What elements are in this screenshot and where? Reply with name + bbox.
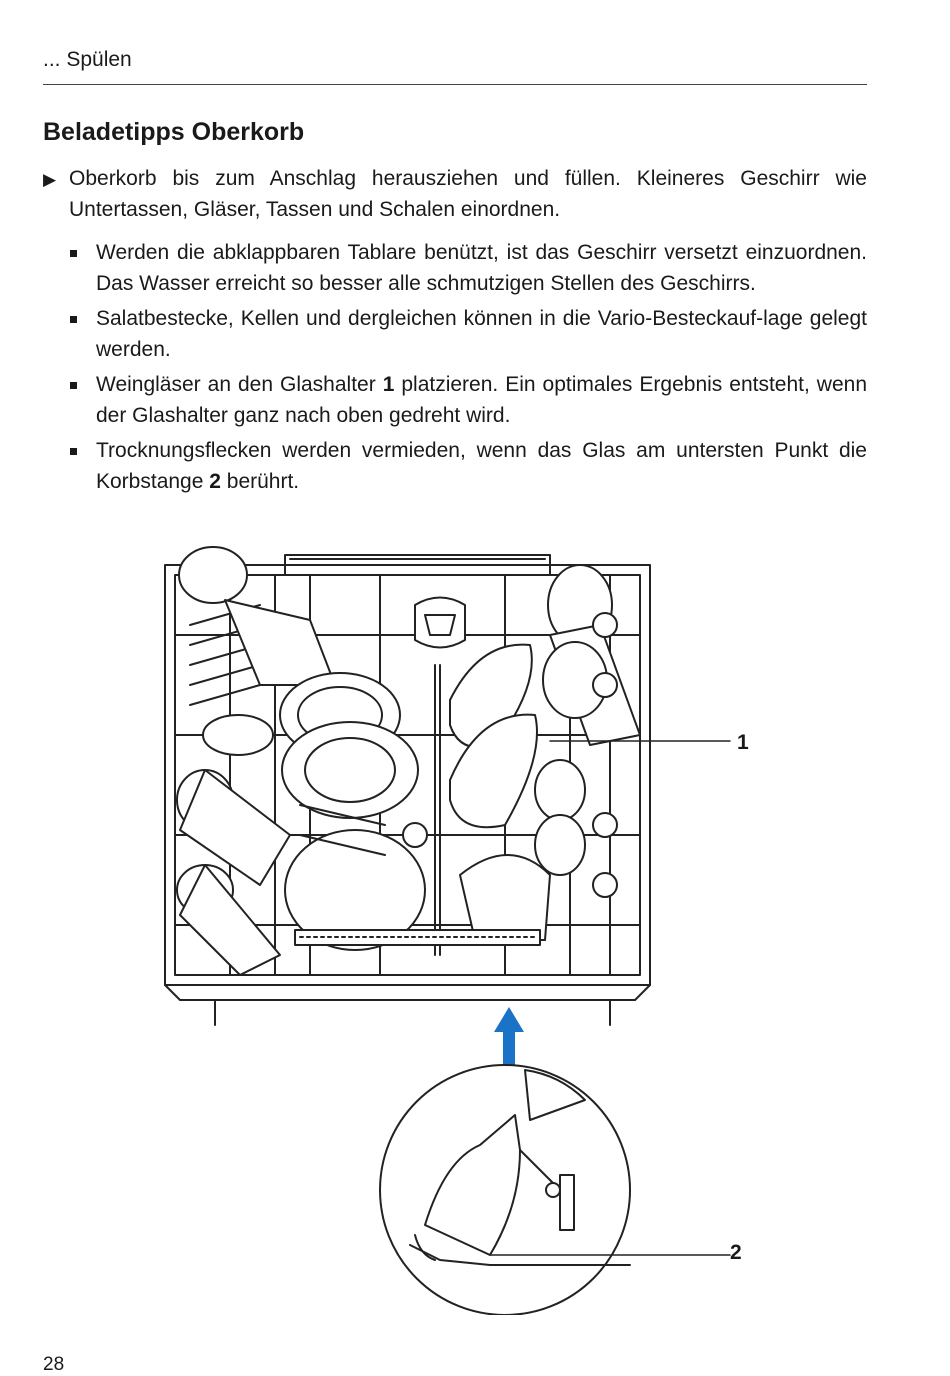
callout-2-label: 2 [730, 1241, 742, 1264]
reference-number: 1 [382, 373, 395, 396]
upper-basket-illustration [150, 545, 800, 1315]
list-item-text: Werden die abklappbaren Tablare benützt, ist das Geschirr versetzt einzuordnen. Das Wasser erreicht so besser alle schmutzigen Stellen des Geschirrs. [96, 241, 867, 295]
page-title: Beladetipps Oberkorb [43, 118, 305, 146]
list-item [43, 303, 867, 365]
step-marker-icon: ▶ [43, 170, 57, 189]
list-item-text-post: platzieren. Ein optimales Ergebnis entsteht, wenn der Glashalter ganz nach oben gedreht wird. [96, 373, 868, 427]
list-item [43, 369, 867, 431]
instruction-step [43, 163, 867, 225]
list-item-text-pre: Trocknungsflecken werden vermieden, wenn das Glas am untersten Punkt die Korbstange [96, 439, 867, 493]
wine-glasses [450, 565, 640, 940]
plates-middle [280, 673, 425, 950]
bullet-square-icon [70, 316, 77, 323]
basket-drawing [150, 545, 800, 1315]
reference-number: 2 [209, 470, 221, 493]
cutlery-rail [295, 930, 540, 945]
tips-list [43, 237, 867, 501]
list-item [43, 435, 867, 497]
list-item-text: Salatbestecke, Kellen und dergleichen können in die Vario-Besteckauf-lage gelegt werden. [96, 307, 867, 361]
page-number: 28 [43, 1354, 65, 1375]
section-header: ... Spülen [43, 48, 132, 71]
bullet-square-icon [70, 250, 77, 257]
step-text: Oberkorb bis zum Anschlag herausziehen und füllen. Kleineres Geschirr wie Untertassen, Gläser, Tassen und Schalen einordnen. [69, 167, 867, 221]
callout-1-label: 1 [737, 731, 749, 754]
list-item [43, 237, 867, 299]
arrow-up-icon [494, 1007, 524, 1070]
list-item-text-pre: Weingläser an den Glashalter [96, 373, 383, 396]
bullet-square-icon [70, 382, 77, 389]
bullet-square-icon [70, 448, 77, 455]
header-divider [43, 84, 867, 85]
detail-magnifier [380, 1065, 730, 1315]
list-item-text-post: berührt. [220, 470, 300, 493]
